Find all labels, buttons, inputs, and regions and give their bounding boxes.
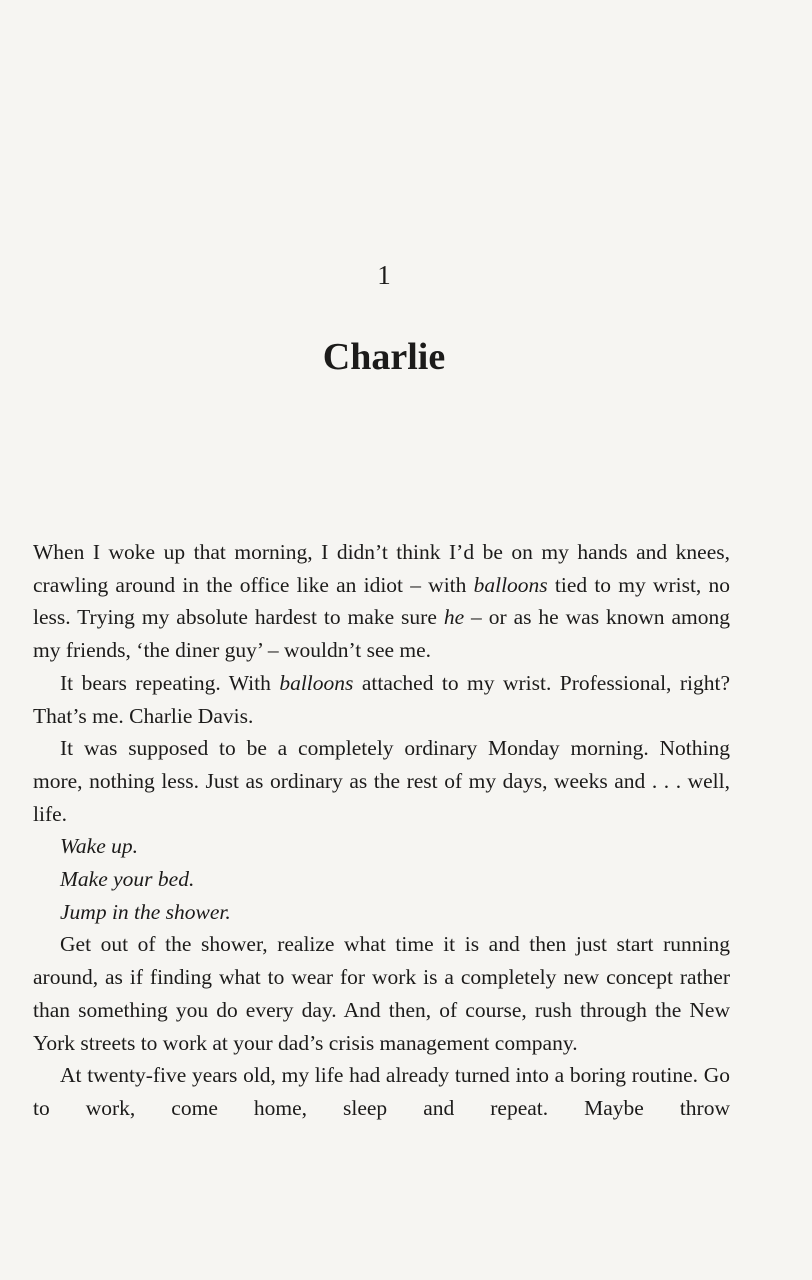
paragraph-5: Make your bed. (60, 867, 195, 892)
paragraph-2-part-a: It bears repeating. With (60, 670, 280, 695)
paragraph-2 (33, 667, 730, 732)
paragraph-2-part-c: attached to my wrist. Professional, right? That’s me. Charlie Davis. (33, 670, 730, 728)
chapter-title: Charlie (322, 336, 446, 378)
paragraph-1-part-a: When I woke up that morning, I didn’t think I’d be on my hands and knees, crawling around in the office like an idiot – with (33, 540, 730, 597)
paragraph-1-italic-he: he (443, 605, 465, 630)
paragraph-6: Jump in the shower. (60, 899, 231, 924)
paragraph-2-italic-balloons: balloons (279, 670, 354, 695)
body-text (33, 536, 730, 1125)
paragraph-8: At twenty-five years old, my life had already turned into a boring routine. Go to work, come home, sleep and repeat. Maybe throw (33, 1063, 730, 1120)
chapter-number: 1 (377, 260, 391, 290)
paragraph-4: Wake up. (60, 834, 139, 859)
paragraph-3: It was supposed to be a completely ordinary Monday morning. Nothing more, nothing less. Just as ordinary as the rest of my days, weeks and . . . well, life. (33, 736, 730, 826)
paragraph-7: Get out of the shower, realize what time it is and then just start running around, as if finding what to wear for work is a completely new concept rather than something you do every day. And then, of course, rush through the New York streets to work at your dad’s crisis management company. (33, 932, 730, 1055)
paragraph-1 (33, 536, 730, 667)
paragraph-1-italic-balloons: balloons (473, 572, 548, 597)
paragraph-1-part-c: tied to my wrist, no less. Trying my absolute hardest to make sure (33, 572, 731, 630)
paragraph-1-part-e: – or as he was known among my friends, ‘the diner guy’ – wouldn’t see me. (33, 605, 731, 663)
